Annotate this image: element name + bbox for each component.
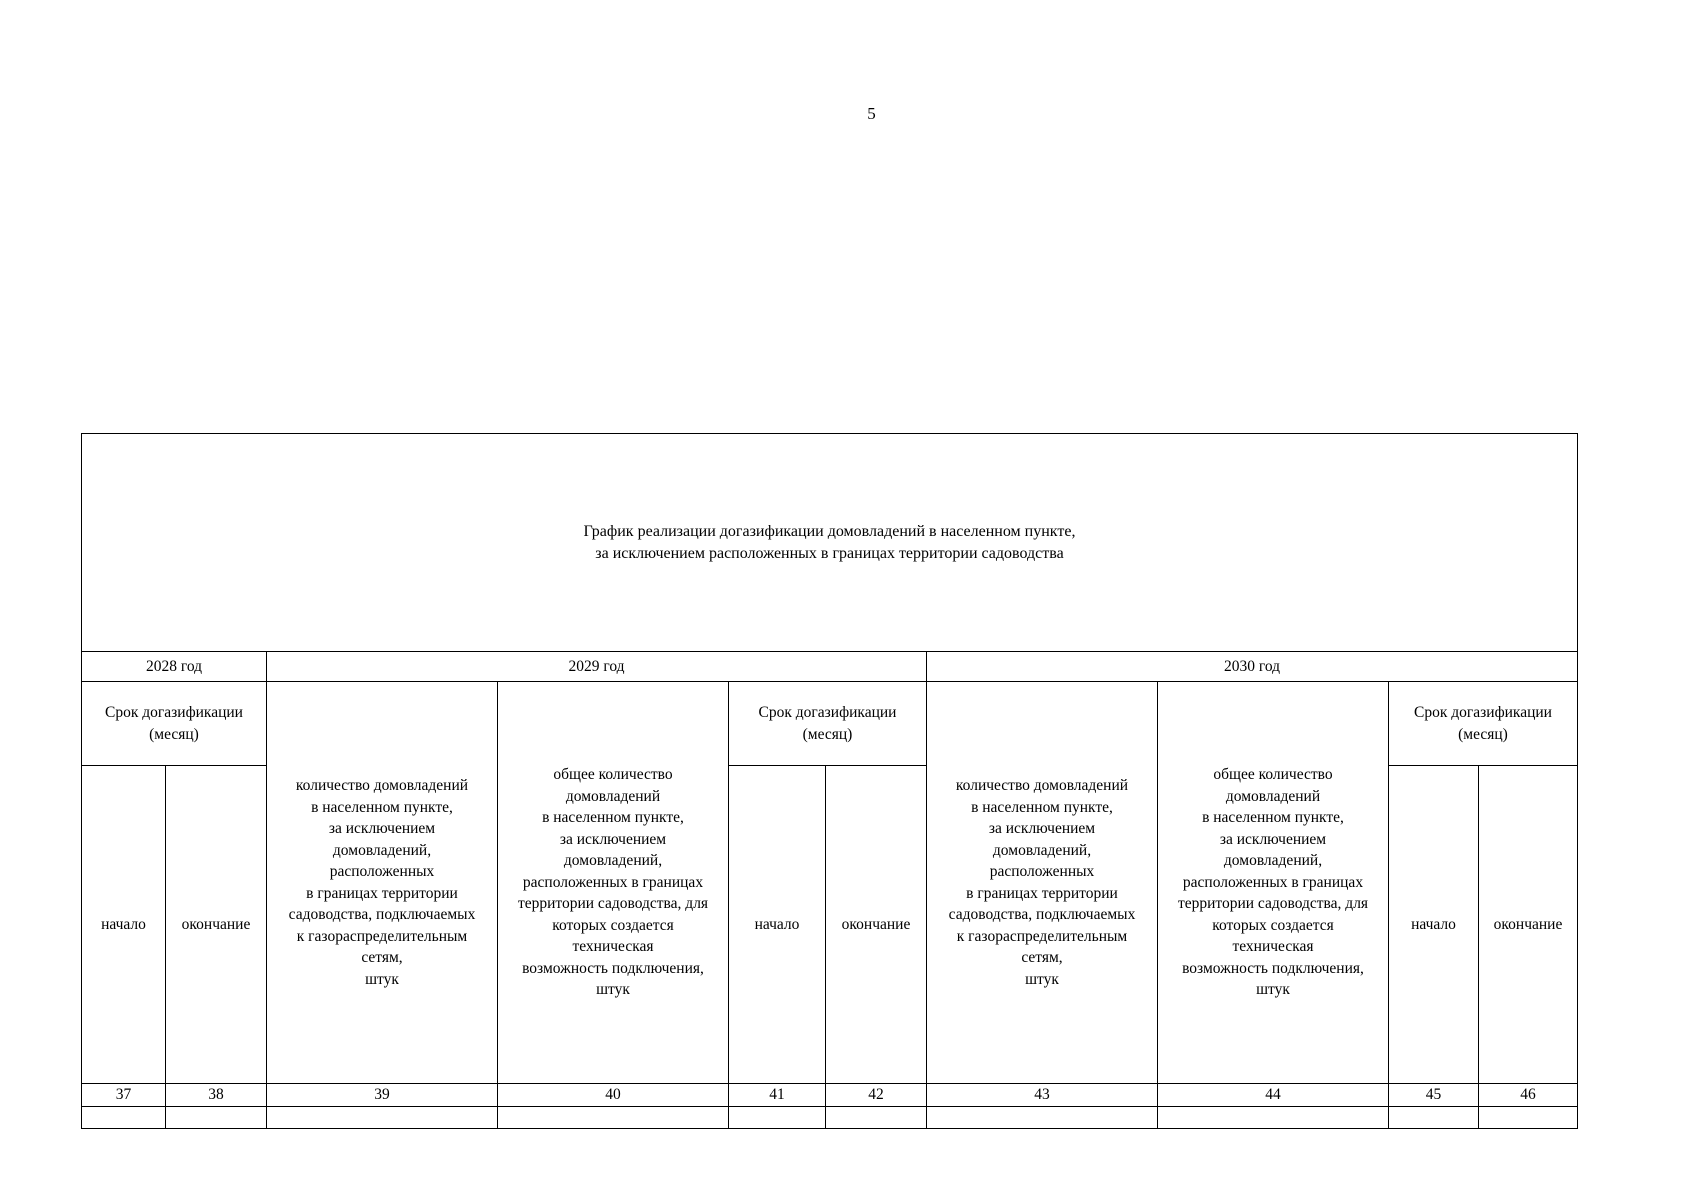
- count-header-2029: количество домовладений в населенном пункте, за исключением домовладений, расположенных в границах территории садоводства, подключаемых к газораспределительным сетям, штук: [267, 682, 498, 1084]
- srok-header-2030: Срок догазификации (месяц): [1389, 682, 1578, 766]
- column-number: 39: [267, 1084, 498, 1107]
- start-header-2029: начало: [729, 766, 826, 1084]
- column-number: 45: [1389, 1084, 1479, 1107]
- start-header-2028: начало: [82, 766, 166, 1084]
- empty-cell[interactable]: [826, 1107, 927, 1129]
- table-title-line-2: за исключением расположенных в границах территории садоводства: [595, 544, 1064, 562]
- year-2028-header: 2028 год: [82, 652, 267, 682]
- end-header-2030: окончание: [1479, 766, 1578, 1084]
- year-header-row: [82, 652, 1578, 682]
- column-number: 43: [927, 1084, 1158, 1107]
- table-title: [82, 434, 1578, 652]
- total-header-2029: общее количество домовладений в населенном пункте, за исключением домовладений, расположенных в границах территории садоводства, для которых создается техническая возможность подключения, штук: [498, 682, 729, 1084]
- end-header-2028: окончание: [166, 766, 267, 1084]
- page-number: 5: [867, 104, 876, 123]
- table-title-row: [82, 434, 1578, 652]
- column-number: 46: [1479, 1084, 1578, 1107]
- empty-cell[interactable]: [927, 1107, 1158, 1129]
- year-2029-header: 2029 год: [267, 652, 927, 682]
- column-number: 37: [82, 1084, 166, 1107]
- empty-cell[interactable]: [729, 1107, 826, 1129]
- gasification-schedule-table: [81, 433, 1578, 1129]
- srok-header-2028: Срок догазификации (месяц): [82, 682, 267, 766]
- column-group-header-row: [82, 682, 1578, 766]
- empty-cell[interactable]: [498, 1107, 729, 1129]
- total-header-2030: общее количество домовладений в населенном пункте, за исключением домовладений, расположенных в границах территории садоводства, для которых создается техническая возможность подключения, штук: [1158, 682, 1389, 1084]
- column-number: 42: [826, 1084, 927, 1107]
- column-number: 40: [498, 1084, 729, 1107]
- column-number: 41: [729, 1084, 826, 1107]
- empty-cell[interactable]: [267, 1107, 498, 1129]
- column-number-row: [82, 1084, 1578, 1107]
- column-number: 44: [1158, 1084, 1389, 1107]
- table-title-line-1: График реализации догазификации домовладений в населенном пункте,: [583, 522, 1076, 540]
- end-header-2029: окончание: [826, 766, 927, 1084]
- srok-header-2029: Срок догазификации (месяц): [729, 682, 927, 766]
- empty-cell[interactable]: [1389, 1107, 1479, 1129]
- empty-cell[interactable]: [82, 1107, 166, 1129]
- empty-cell[interactable]: [166, 1107, 267, 1129]
- column-number: 38: [166, 1084, 267, 1107]
- empty-cell[interactable]: [1158, 1107, 1389, 1129]
- empty-cell[interactable]: [1479, 1107, 1578, 1129]
- empty-data-row: [82, 1107, 1578, 1129]
- count-header-2030: количество домовладений в населенном пункте, за исключением домовладений, расположенных в границах территории садоводства, подключаемых к газораспределительным сетям, штук: [927, 682, 1158, 1084]
- year-2030-header: 2030 год: [927, 652, 1578, 682]
- start-header-2030: начало: [1389, 766, 1479, 1084]
